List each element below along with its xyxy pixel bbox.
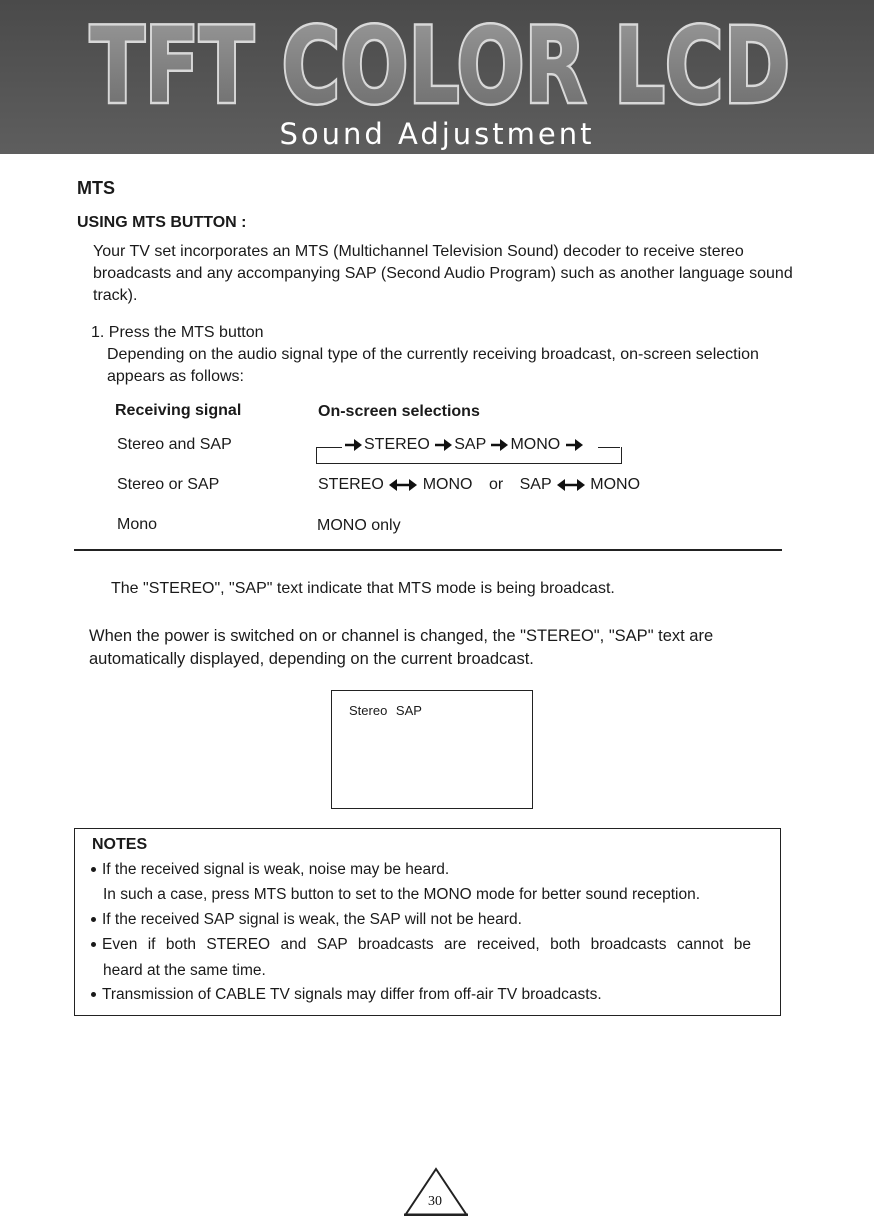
bullet-icon xyxy=(91,942,96,947)
row2-selection xyxy=(318,476,640,494)
divider xyxy=(74,549,782,551)
bullet-icon xyxy=(91,992,96,997)
sel-or: or xyxy=(488,476,504,493)
col-onscreen-selections: On-screen selections xyxy=(318,403,480,420)
indicator-note: The "STEREO", "SAP" text indicate that MTS mode is being broadcast. xyxy=(111,580,615,597)
note-item-continued: In such a case, press MTS button to set to the MONO mode for better sound reception. xyxy=(103,886,701,903)
sel-sap: SAP xyxy=(454,436,486,453)
row3-selection: MONO only xyxy=(317,517,401,534)
sel-stereo: STEREO xyxy=(318,476,384,493)
brand-text: TFT COLOR LCD xyxy=(90,5,790,127)
sel-stereo: STEREO xyxy=(364,436,430,453)
tv-screen-illustration xyxy=(331,690,533,809)
page-number: 30 xyxy=(428,1194,442,1209)
notes-box xyxy=(74,828,781,1016)
page-header xyxy=(0,0,874,154)
sel-mono: MONO xyxy=(422,476,473,493)
intro-paragraph: Your TV set incorporates an MTS (Multichannel Television Sound) decoder to receive stereo broadcasts and any accompanying SAP (Second Audio Program) such as another language sound track). xyxy=(93,243,793,304)
note-item-continued: heard at the same time. xyxy=(103,962,266,979)
page-number-badge xyxy=(400,1166,472,1216)
note-item: If the received SAP signal is weak, the SAP will not be heard. xyxy=(91,911,522,929)
row1-selection xyxy=(344,436,585,454)
power-note: When the power is switched on or channel is changed, the "STEREO", "SAP" text are automatically displayed, depending on the current broadcast. xyxy=(89,627,714,668)
right-arrow-icon xyxy=(565,437,585,453)
bullet-icon xyxy=(91,917,96,922)
note-item: If the received signal is weak, noise may be heard. xyxy=(91,861,449,879)
sel-mono: MONO xyxy=(590,476,641,493)
col-receiving-signal: Receiving signal xyxy=(115,402,242,419)
tv-screen-text: Stereo SAP xyxy=(349,703,422,718)
step-label: 1. Press the MTS button xyxy=(91,324,264,341)
notes-title: NOTES xyxy=(92,836,148,853)
step-description: Depending on the audio signal type of the currently receiving broadcast, on-screen selection appears as follows: xyxy=(107,346,759,385)
brand-logo xyxy=(80,2,800,134)
sel-sap: SAP xyxy=(519,476,552,493)
note-item: Even if both STEREO and SAP broadcasts are received, both broadcasts cannot be xyxy=(91,936,751,954)
section-title: Sound Adjustment xyxy=(279,117,595,151)
note-item: Transmission of CABLE TV signals may differ from off-air TV broadcasts. xyxy=(91,986,602,1004)
row3-signal: Mono xyxy=(117,516,158,533)
double-arrow-icon xyxy=(388,477,418,493)
right-arrow-icon xyxy=(490,437,510,453)
subheading: USING MTS BUTTON : xyxy=(77,214,247,231)
double-arrow-icon xyxy=(556,477,586,493)
bullet-icon xyxy=(91,867,96,872)
sel-mono: MONO xyxy=(510,436,561,453)
row2-signal: Stereo or SAP xyxy=(117,476,220,493)
page-title: MTS xyxy=(77,178,115,198)
row1-signal: Stereo and SAP xyxy=(117,436,232,453)
step-1 xyxy=(91,322,811,388)
right-arrow-icon xyxy=(434,437,454,453)
right-arrow-icon xyxy=(344,437,364,453)
